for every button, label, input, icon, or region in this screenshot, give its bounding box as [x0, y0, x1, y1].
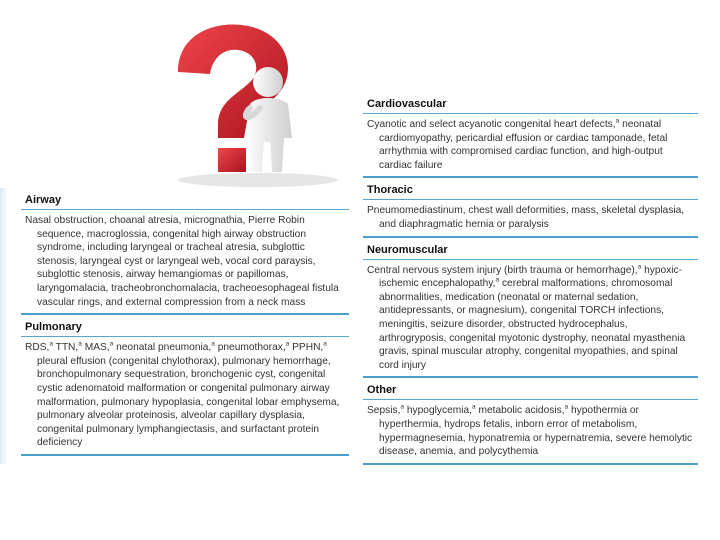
section-text: Cyanotic and select acyanotic congenital heart defects,$^a$ neonatal cardiomyopathy, pericardial effusion or cardiac tamponade, fetal arrhythmia with compromised cardiac function, and high-output cardiac failure [363, 114, 698, 178]
section-title: Other [363, 382, 698, 400]
left-accent-bar [0, 188, 8, 464]
right-conditions-table [363, 96, 698, 469]
section-title: Thoracic [363, 182, 698, 200]
other-section [363, 382, 698, 464]
section-title: Neuromuscular [363, 242, 698, 260]
section-title: Pulmonary [21, 319, 349, 337]
neuromuscular-section [363, 242, 698, 379]
section-text: Nasal obstruction, choanal atresia, micrognathia, Pierre Robin sequence, macroglossia, congenital high airway obstruction syndrome, including laryngeal or tracheal atresia, subglottic stenosis, laryngeal cyst or laryngeal web, vocal cord paraysis, subglottic stenosis, airway hemangiomas or papillomas, laryngomalacia, tracheobronchomalacia, tracheoesophageal fistula vascular rings, and external compression from a neck mass [21, 210, 349, 315]
section-text: RDS,$^a$ TTN,$^a$ MAS,$^a$ neonatal pneumonia,$^a$ pneumothorax,$^a$ PPHN,$^a$ pleural effusion (congenital chylothorax), pulmonary hemorrhage, bronchopulmonary sequestration, bronchogenic cyst, congenital cystic adenomatoid malformation or congenital pulmonary airway malformation, pulmonary hypoplasia, congenital lobar emphysema, pulmonary alveolar proteinosis, alveolar capillary dysplasia, congenital pulmonary lymphangiectasis, and surfactant protein deficiency [21, 337, 349, 456]
section-text: Sepsis,$^a$ hypoglycemia,$^a$ metabolic acidosis,$^a$ hypothermia or hyperthermia, hydrops fetalis, inborn error of metabolism, hypermagnesemia, hyponatremia or hypernatremia, severe hemolytic disease, anemia, and polycythemia [363, 400, 698, 464]
section-text: Pneumomediastinum, chest wall deformities, mass, skeletal dysplasia, and diaphragmatic hernia or paralysis [363, 200, 698, 237]
airway-section [21, 192, 349, 315]
section-text: Central nervous system injury (birth trauma or hemorrhage),$^a$ hypoxic-ischemic encephalopathy,$^a$ cerebral malformations, chromosomal abnormalities, medication (neonatal or maternal sedation, antidepressants, or magnesium), congenital TORCH infections, meningitis, seizure disorder, obstructed hydrocephalus, arthrogryposis, congenital myotonic dystrophy, neonatal myasthenia gravis, spinal muscular atrophy, congenital myopathies, and spinal cord injury [363, 260, 698, 379]
section-title: Airway [21, 192, 349, 210]
left-conditions-table [21, 192, 349, 460]
question-mark-person-icon [138, 12, 358, 192]
cardiovascular-section [363, 96, 698, 178]
thoracic-section [363, 182, 698, 237]
section-title: Cardiovascular [363, 96, 698, 114]
pulmonary-section [21, 319, 349, 456]
